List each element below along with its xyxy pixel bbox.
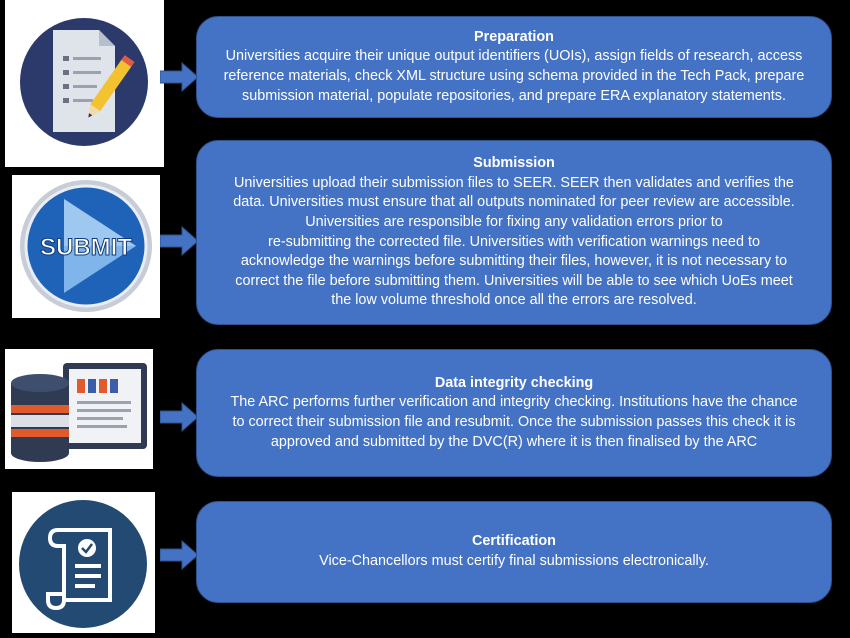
step-box-preparation	[196, 16, 832, 118]
certificate-scroll-icon	[12, 492, 155, 633]
arrow-right-icon	[160, 226, 200, 256]
preparation-icon-panel	[5, 0, 164, 167]
certification-icon-panel	[12, 492, 155, 633]
step-description: Vice-Chancellors must certify final submissions electronically.	[319, 553, 709, 569]
submission-icon-panel	[12, 175, 160, 318]
step-description: Universities acquire their unique output identifiers (UOIs), assign fields of research, access reference materials, check XML structure using schema provided in the Tech Pack, prepare submission material, populate repositories, and prepare ERA explanatory statements.	[223, 48, 805, 104]
step-box-certification	[196, 501, 832, 603]
document-pencil-icon	[5, 0, 164, 167]
step-description: Universities upload their submission files to SEER. SEER then validates and verifies the data. Universities must ensure that all outputs nominated for peer review are accessible. Universities are responsible for fixing any validation errors prior to re-submitting the corrected file. Universities with verification warnings need to acknowledge the warnings before submitting their files, however, it is not necessary to correct the file before submitting them. Universities will be able to see which UoEs meet the low volume threshold once all the errors are resolved.	[233, 174, 795, 309]
step-title: Certification	[472, 533, 556, 550]
submit-button-icon	[12, 175, 160, 318]
step-title: Preparation	[474, 28, 554, 45]
step-title: Submission	[473, 155, 555, 172]
data-integrity-icon-panel	[5, 349, 153, 469]
arrow-right-icon	[160, 540, 200, 570]
submit-icon-label: SUBMIT	[40, 234, 132, 261]
step-title: Data integrity checking	[434, 374, 594, 391]
step-description: The ARC performs further verification and integrity checking. Institutions have the chance to correct their submission file and resubmit. Once the submission passes this check it is approved and submitted by the DVC(R) where it is then finalised by the ARC	[230, 394, 798, 450]
arrow-right-icon	[160, 62, 200, 92]
database-report-icon	[5, 349, 153, 469]
step-box-submission	[196, 140, 832, 325]
step-box-data-integrity	[196, 349, 832, 477]
arrow-right-icon	[160, 402, 200, 432]
